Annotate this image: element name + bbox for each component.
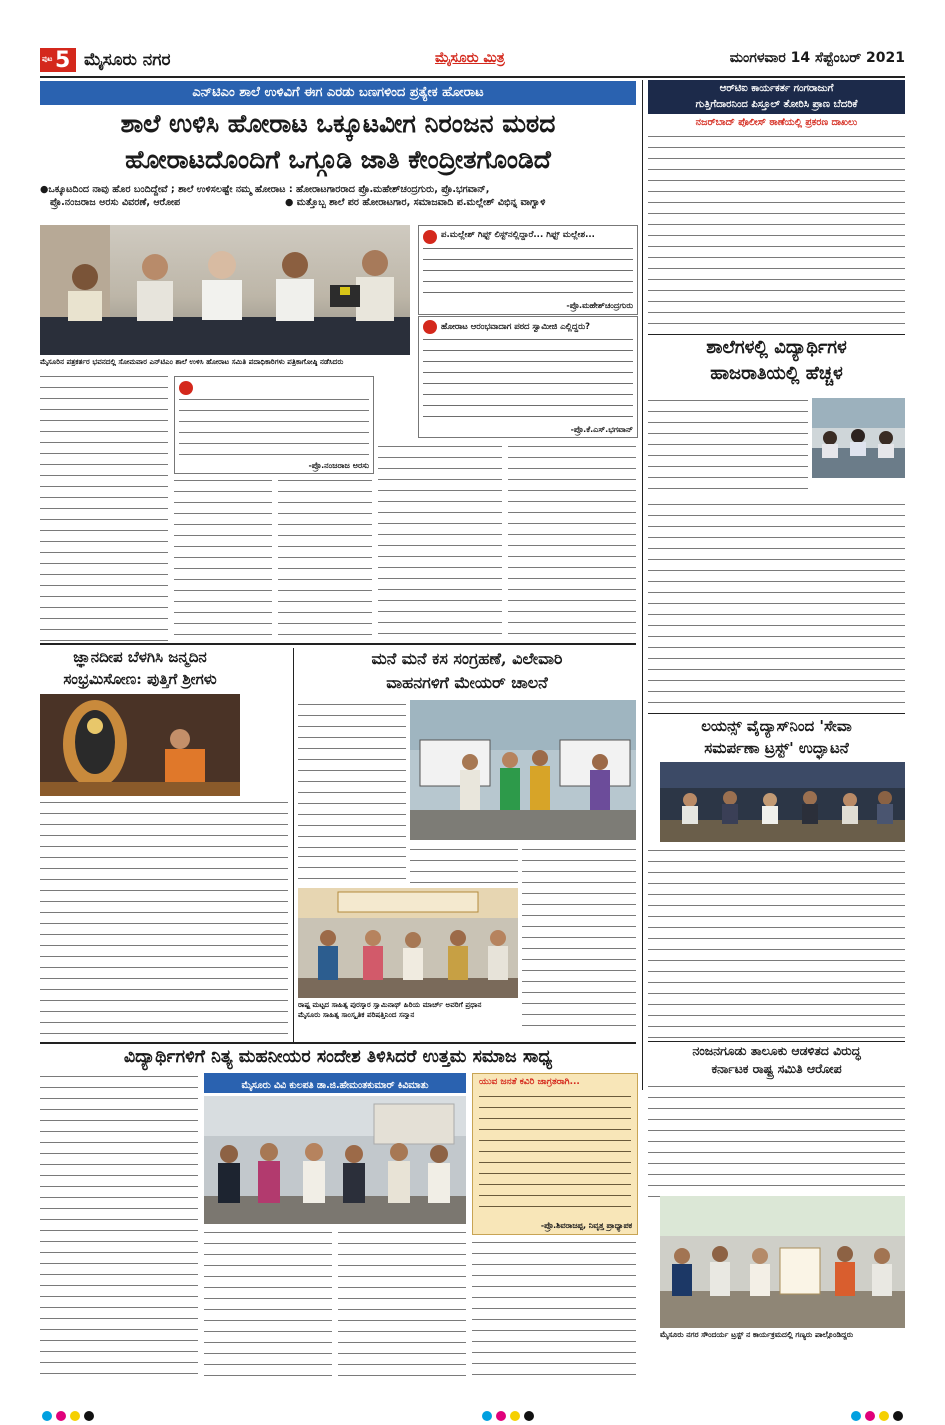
- students-body-col-4: [472, 1238, 636, 1380]
- quote-2-title: ಹೋರಾಟ ಆರಂಭವಾದಾಗ ಪಠದ ಸ್ವಾಮೀಜಿ ಎಲ್ಲಿದ್ದರು?: [441, 321, 591, 331]
- press-meet-illustration: [40, 225, 410, 355]
- attendance-headline-1: ಶಾಲೆಗಳಲ್ಲಿ ವಿದ್ಯಾರ್ಥಿಗಳ: [706, 337, 847, 358]
- page-number-badge: [40, 48, 76, 72]
- lead-photo: [40, 225, 410, 355]
- waste-headline-1: ಮನೆ ಮನೆ ಕಸ ಸಂಗ್ರಹಣೆ, ವಿಲೇವಾರಿ: [371, 649, 563, 668]
- right-column-rule: [642, 80, 643, 1090]
- lead-body-col-2: [174, 476, 272, 642]
- attendance-photo: [812, 398, 905, 478]
- lead-body-col-4: [378, 442, 502, 642]
- lions-event-illustration: [660, 762, 905, 842]
- page-label: ಪುಟ: [42, 55, 53, 63]
- attendance-bottom-rule: [648, 713, 905, 714]
- quote-2-author: -ಪ್ರೊ.ಕೆ.ಎಸ್.ಭಗವಾನ್: [570, 425, 633, 434]
- quote-1-title: ಪ.ಮಲ್ಲೇಶ್ ಗಿಫ್ಟ್ ಲಿಸ್ಟ್‌ನಲ್ಲಿದ್ದಾರೆ... ಗಿಫ್ಟ್ ಮಲ್ಲೇಶ...: [441, 230, 595, 240]
- jnanadeepa-headline-2: ಸಂಭ್ರಮಿಸೋಣ: ಪುತ್ತಿಗೆ ಶ್ರೀಗಳು: [63, 670, 217, 688]
- rti-kicker-1: ಆರ್‌ಟಿಐ ಕಾರ್ಯಕರ್ತ ಗಂಗರಾಜುಗೆ: [719, 83, 834, 94]
- middle-bottom-rule: [40, 1042, 636, 1044]
- page-number: 5: [55, 48, 71, 73]
- lions-headline-2: ಸಮರ್ಪಣಾ ಟ್ರಸ್ಟ್' ಉದ್ಘಾಟನೆ: [704, 739, 849, 757]
- waste-vehicles-photo: [410, 700, 636, 840]
- lions-body: [648, 846, 905, 1038]
- nanjangud-headline-1: ನಂಜನಗೂಡು ತಾಲೂಕು ಆಡಳಿತದ ವಿರುದ್ಧ: [692, 1043, 861, 1058]
- award-photo: [298, 888, 518, 998]
- students-photo: [204, 1096, 466, 1224]
- vehicle-flagoff-illustration: [410, 700, 636, 840]
- students-side-author: -ಪ್ರೊ.ಶಿವರಾಜಪ್ಪ, ನಿವೃತ್ತ ಪ್ರಾಧ್ಯಾಪಕ: [540, 1221, 632, 1230]
- quote-box-3: [174, 376, 374, 474]
- jnanadeepa-photo: [40, 694, 240, 796]
- lions-photo: [660, 762, 905, 842]
- lead-body-col-1: [40, 372, 168, 642]
- waste-body-col-4: [522, 845, 636, 1035]
- jnanadeepa-headline-1: ಜ್ಞಾನದೀಪ ಬೆಳಗಿಸಿ ಜನ್ಮದಿನ: [73, 648, 207, 666]
- lead-kicker: [40, 81, 636, 105]
- rti-kicker-2: ಗುತ್ತಿಗೆದಾರನಿಂದ ಪಿಸ್ತೂಲ್ ತೋರಿಸಿ ಪ್ರಾಣ ಬೆದರಿಕೆ: [695, 99, 858, 110]
- lead-body-columns: [40, 372, 636, 642]
- quote-1-author: -ಪ್ರೊ.ಮಹೇಶ್‌ಚಂದ್ರಗುರು: [566, 301, 633, 310]
- students-body-col-2: [204, 1228, 332, 1380]
- nanjangud-photo: [660, 1196, 905, 1328]
- trust-event-illustration: [660, 1196, 905, 1328]
- masthead: [40, 46, 905, 74]
- students-headline: ವಿದ್ಯಾರ್ಥಿಗಳಿಗೆ ನಿತ್ಯ ಮಹನೀಯರ ಸಂದೇಶ ತಿಳಿಸಿದರೆ ಉತ್ತಮ ಸಮಾಜ ಸಾಧ್ಯ: [123, 1046, 553, 1067]
- attendance-body: [648, 500, 905, 710]
- swamiji-puja-illustration: [40, 694, 240, 796]
- attendance-headline-2: ಹಾಜರಾತಿಯಲ್ಲಿ ಹೆಚ್ಚಳ: [710, 363, 843, 384]
- rti-subhead: ನಜರ್‌ಬಾದ್ ಪೊಲೀಸ್ ಠಾಣೆಯಲ್ಲಿ ಪ್ರಕರಣ ದಾಖಲು: [695, 117, 858, 128]
- rti-kicker: [648, 80, 905, 114]
- nanjangud-body: [648, 1082, 905, 1200]
- paper-logo: ಮೈಸೂರು ಮಿತ್ರ: [435, 50, 505, 66]
- lead-bottom-rule: [40, 643, 636, 645]
- nanjangud-photo-caption: ಮೈಸೂರು ನಗರ ಸೌಂದರ್ಯ ಟ್ರಸ್ಟ್ ನ ಕಾರ್ಯಕ್ರಮದಲ್ಲಿ ಗಣ್ಯರು ಪಾಲ್ಗೊಂಡಿದ್ದರು: [660, 1330, 854, 1339]
- lions-bottom-rule: [648, 1041, 905, 1042]
- award-caption-2: ಮೈಸೂರು ಸಾಹಿತ್ಯ ಸಾಂಸ್ಕೃತಿಕ ಪರಿಷತ್ತಿನಿಂದ ಸನ್ಮಾನ: [298, 1010, 415, 1019]
- issue-date: ಮಂಗಳವಾರ 14 ಸೆಪ್ಟೆಂಬರ್ 2021: [729, 50, 905, 66]
- students-side-kicker: ಯುವ ಜನತೆ ಕವಿರಿ ಜಾಗ್ರತರಾಗಿ...: [479, 1077, 580, 1087]
- lead-headline-2: ಹೋರಾಟದೊಂದಿಗೆ ಒಗ್ಗೂಡಿ ಜಾತಿ ಕೇಂದ್ರೀತಗೊಂಡಿದೆ: [125, 145, 551, 174]
- vc-event-illustration: [204, 1096, 466, 1224]
- masthead-rule: [40, 76, 905, 78]
- quote-box-1: [418, 225, 638, 315]
- nanjangud-headline-2: ಕರ್ನಾಟಕ ರಾಷ್ಟ್ರ ಸಮಿತಿ ಆರೋಪ: [711, 1061, 842, 1076]
- lead-kicker-text: ಎನ್‌ಟಿಎಂ ಶಾಲೆ ಉಳಿವಿಗೆ ಈಗ ಎರಡು ಬಣಗಳಿಂದ ಪ್ರತ್ಯೇಕ ಹೋರಾಟ: [192, 85, 484, 100]
- attendance-body-top: [648, 396, 808, 496]
- students-subhead: ಮೈಸೂರು ವಿವಿ ಕುಲಪತಿ ಡಾ.ಜಿ.ಹೇಮಂತಕುಮಾರ್ ಕಿವಿಮಾತು: [241, 1080, 429, 1091]
- lead-bullets: [40, 183, 636, 209]
- jnanadeepa-body: [40, 798, 288, 1042]
- lead-photo-caption: ಮೈಸೂರಿನ ಪತ್ರಕರ್ತರ ಭವನದಲ್ಲಿ ಸೋಮವಾರ ಎನ್‌ಟಿಎಂ ಶಾಲೆ ಉಳಿಸಿ ಹೋರಾಟ ಸಮಿತಿ ಪದಾಧಿಕಾರಿಗಳು ಪತ್ರಿಕಾಗೋಷ್ಠಿ ನಡೆಸಿದರು: [40, 357, 344, 366]
- quote-3-author: -ಪ್ರೊ.ನಂಜರಾಜ ಅರಸು: [308, 461, 369, 470]
- section-title: ಮೈಸೂರು ನಗರ: [84, 50, 171, 70]
- print-registration-marks: [40, 1406, 905, 1418]
- award-caption-1: ರಾಷ್ಟ್ರ ಮಟ್ಟದ ಸಾಹಿತ್ಯ ಪುರಸ್ಕಾರ ಸ್ವಾಮಿನಾಥ್ ಹಿರಿಯ ಮಾರ್ಚ್ ಅವರಿಗೆ ಪ್ರಧಾನ: [298, 1000, 482, 1009]
- waste-body-col-1: [298, 700, 406, 850]
- lead-headline-1: ಶಾಲೆ ಉಳಿಸಿ ಹೋರಾಟ ಒಕ್ಕೂಟವೀಗ ನಿರಂಜನ ಮಠದ: [120, 109, 556, 138]
- waste-headline-2: ವಾಹನಗಳಿಗೆ ಮೇಯರ್ ಚಾಲನೆ: [386, 673, 548, 692]
- students-side-box: [472, 1073, 638, 1235]
- lions-headline-1: ಲಯನ್ಸ್ ವೈದ್ಯಾಸ್‌ನಿಂದ 'ಸೇವಾ: [701, 717, 852, 735]
- classroom-illustration: [812, 398, 905, 478]
- lead-bullet-3: ● ಮತ್ತೊಬ್ಬ ಶಾಲೆ ಪರ ಹೋರಾಟಗಾರ, ಸಮಾಜವಾದಿ ಪ.ಮಲ್ಲೇಶ್ ವಿಭಿನ್ನ ವಾಗ್ವಾಳಿ: [285, 197, 546, 208]
- waste-left-rule: [293, 648, 294, 1042]
- students-subhead-bar: [204, 1073, 466, 1093]
- waste-body-col-2: [298, 852, 406, 882]
- award-ceremony-illustration: [298, 888, 518, 998]
- students-body-col-1: [40, 1072, 198, 1380]
- lead-bullet-2: ಪ್ರೊ.ನಂಜರಾಜ ಅರಸು ವಿವರಣೆ, ಆರೋಪ: [50, 197, 181, 208]
- waste-body-col-3: [410, 845, 518, 885]
- lead-body-col-5: [508, 442, 636, 642]
- students-body-col-3: [338, 1228, 466, 1380]
- lead-body-col-3: [278, 476, 372, 642]
- quote-1-body: [423, 244, 633, 298]
- lead-bullet-1: ●ಒಕ್ಕೂಟದಿಂದ ನಾವು ಹೊರ ಬಂದಿದ್ದೇವೆ ; ಶಾಲೆ ಉಳಿಸಲಷ್ಟೇ ನಮ್ಮ ಹೋರಾಟ : ಹೋರಾಟಗಾರರಾದ ಪ್ರೊ.ಮಹೇಶ್‌ಚಂದ್ರಗುರು, ಪ್ರೊ.ಭಗವಾನ್,: [40, 184, 490, 195]
- rti-bottom-rule: [648, 334, 905, 335]
- rti-body: [648, 132, 905, 332]
